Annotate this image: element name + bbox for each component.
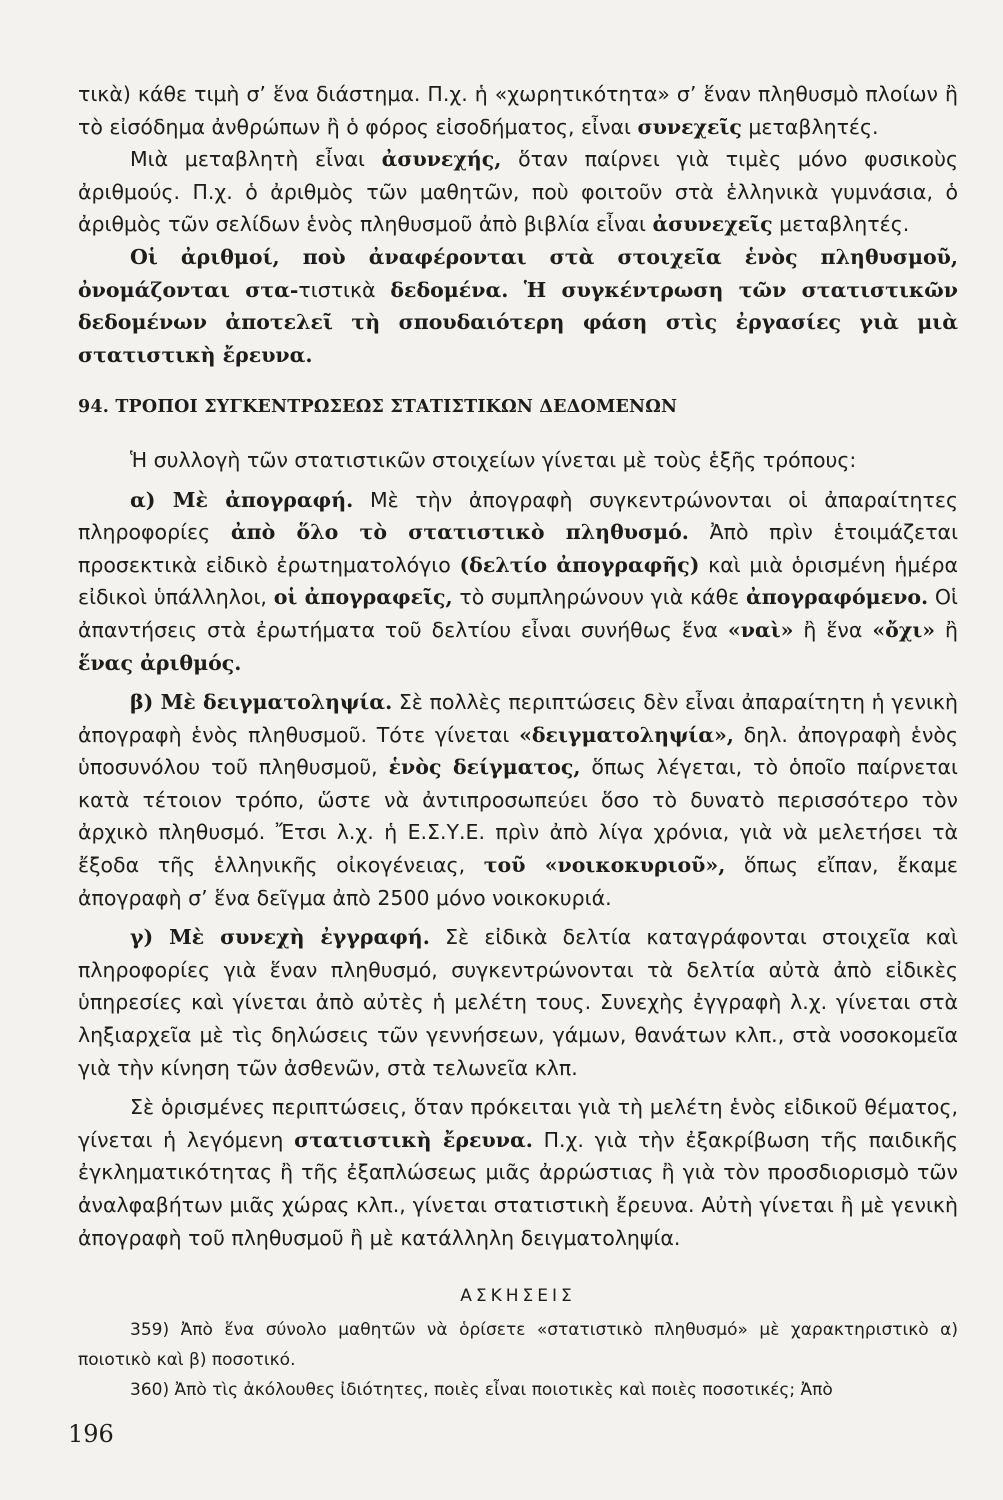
text-span: ἢ ἕνα xyxy=(793,617,873,642)
paragraph-census xyxy=(78,484,958,680)
text-span: Σὲ ὁρισμένες περιπτώσεις, ὅταν πρόκειται γιὰ τὴ μελέτη ἑνὸς εἰδικοῦ θέματος, γίνεται ἡ λεγόμενη xyxy=(78,1095,958,1152)
bold-term: στατιστικὴ ἔρευνα. xyxy=(294,1127,533,1152)
bold-term: ἕνας ἀριθμός. xyxy=(78,650,242,675)
text-span: ὅπως εἴπαν, ἔκαμε ἀπογραφὴ σ’ ἕνα δεῖγμα ἀπὸ 2500 μόνο νοικοκυριά. xyxy=(78,853,959,910)
text-span: τιστικὰ xyxy=(298,277,391,302)
text-span: τὸ συμπληρώνουν γιὰ κάθε xyxy=(452,585,747,610)
bold-term: «ὄχι» xyxy=(872,617,936,642)
text-span: Π.χ. γιὰ τὴν ἐξακρίβωση τῆς παιδικῆς ἐγκληματικότητας ἢ τῆς ἐξαπλώσεως μιᾶς ἀρρώστιας ἢ γιὰ τὸν προσδιορισμὸ τῶν ἀναλφαβήτων μιᾶς χώρας κλπ., γίνεται στατιστικὴ ἔρευνα. Αὐτὴ γίνεται ἢ μὲ γενικὴ ἀπογραφὴ τοῦ πληθυσμοῦ ἢ μὲ κατάλληλη δειγματοληψία. xyxy=(78,1127,958,1250)
text-span: Οἱ ἀπαντήσεις στὰ ἐρωτήματα τοῦ δελτίου εἶναι συνήθως ἕνα xyxy=(78,585,958,642)
paragraph-continuous-registration xyxy=(78,921,958,1084)
page-body xyxy=(78,78,958,1405)
text-span: τικὰ) κάθε τιμὴ σ’ ἕνα διάστημα. Π.χ. ἡ «χωρητικότητα» σ’ ἕναν πληθυσμὸ πλοίων ἢ τὸ εἰσόδημα ἀνθρώπων ἢ ὁ φόρος εἰσοδήματος, εἶναι xyxy=(78,82,958,139)
text-span: Σὲ πολλὲς περιπτώσεις δὲν εἶναι ἀπαραίτητη ἡ γενικὴ ἀπογραφὴ ἑνὸς πληθυσμοῦ. Τότε γίνεται xyxy=(78,690,958,747)
text-span: Μιὰ μεταβλητὴ εἶναι xyxy=(130,147,382,172)
page-number: 196 xyxy=(68,1420,114,1448)
bold-term: (δελτίο ἀπογραφῆς) xyxy=(459,552,700,577)
paragraph-discrete-variables xyxy=(78,143,958,241)
section-heading: 94. ΤΡΟΠΟΙ ΣΥΓΚΕΝΤΡΩΣΕΩΣ ΣΤΑΤΙΣΤΙΚΩΝ ΔΕΔΟΜΕΝΩΝ xyxy=(78,397,678,418)
exercise-360: 360) Ἀπὸ τὶς ἀκόλουθες ἰδιότητες, ποιὲς εἶναι ποιοτικὲς καὶ ποιὲς ποσοτικές; Ἀπὸ xyxy=(130,1379,833,1400)
bold-term: «ναὶ» xyxy=(727,617,794,642)
text-span: καὶ μιὰ ὁρισμένη ἡμέρα εἰδικοὶ ὑπάλληλοι, xyxy=(78,552,958,610)
bold-term: ἀπογραφόμενο. xyxy=(746,585,929,610)
bold-term: γ) Μὲ συνεχὴ ἐγγραφή. xyxy=(130,925,430,950)
bold-term: α) Μὲ ἀπογραφή. xyxy=(130,487,354,512)
text-span: ὅπως λέγεται, τὸ ὁποῖο παίρνεται κατὰ τέτοιον τρόπο, ὥστε νὰ ἀντιπροσωπεύει ὅσο τὸ δυνατὸ περισσότερο τὸν ἀρχικὸ πληθυσμό. Ἔτσι λ.χ. ἡ Ε.Σ.Υ.Ε. πρὶν ἀπὸ λίγα χρόνια, γιὰ νὰ μελετήσει τὰ ἔξοδα τῆς ἑλληνικῆς οἰκογένειας, xyxy=(78,755,958,878)
text-span: ἢ xyxy=(935,617,958,642)
text-span: Σὲ εἰδικὰ δελτία καταγράφονται στοιχεῖα καὶ πληροφορίες γιὰ ἕναν πληθυσμό, συγκεντρώνονται τὰ δελτία αὐτὰ ἀπὸ εἰδικὲς ὑπηρεσίες καὶ γίνεται ἀπὸ αὐτὲς ἡ μελέτη τους. Συνεχὴς ἐγγραφὴ λ.χ. γίνεται στὰ ληξιαρχεῖα μὲ τὶς δηλώσεις τῶν γεννήσεων, γάμων, θανάτων κλπ., στὰ νοσοκομεῖα γιὰ τὴν κίνηση τῶν ἀσθενῶν, στὰ τελωνεῖα κλπ. xyxy=(78,925,958,1080)
bold-term: ἀσυνεχής, xyxy=(381,147,502,172)
paragraph-intro: Ἡ συλλογὴ τῶν στατιστικῶν στοιχείων γίνεται μὲ τοὺς ἑξῆς τρόπους: xyxy=(130,447,857,472)
bold-term: β) Μὲ δειγματοληψία. xyxy=(130,690,393,715)
text-span: μεταβλητές. xyxy=(741,114,879,139)
text-span: μεταβλητές. xyxy=(772,212,910,237)
bold-term: δεδομένα. Ἡ συγκέντρωση τῶν στατιστικῶν δεδομένων ἀποτελεῖ τὴ σπουδαιότερη φάση στὶς ἐργασίες γιὰ μιὰ στατιστικὴ ἔρευνα. xyxy=(78,277,958,367)
paragraph-statistical-research xyxy=(78,1091,958,1254)
paragraph-sampling xyxy=(78,686,958,914)
text-span: Μὲ τὴν ἀπογραφὴ συγκεντρώνονται οἱ ἀπαραίτητες πληροφορίες xyxy=(78,487,958,545)
bold-term: «δειγματοληψία», xyxy=(519,722,734,747)
paragraph-continuous-variables xyxy=(78,78,958,143)
bold-term: ἀσυνεχεῖς xyxy=(652,212,773,237)
bold-term: ἀπὸ ὅλο τὸ στατιστικὸ πληθυσμό. xyxy=(230,520,689,545)
text-span: ὅταν παίρνει γιὰ τιμὲς μόνο φυσικοὺς ἀριθμούς. Π.χ. ὁ ἀριθμὸς τῶν μαθητῶν, ποὺ φοιτοῦν στὰ ἑλληνικὰ γυμνάσια, ὁ ἀριθμὸς τῶν σελίδων ἑνὸς πληθυσμοῦ ἀπὸ βιβλία εἶναι xyxy=(78,147,958,237)
bold-term: Οἱ ἀριθμοί, ποὺ ἀναφέρονται στὰ στοιχεῖα ἑνὸς πληθυσμοῦ, ὀνομάζονται στα- xyxy=(78,244,958,302)
bold-term: τοῦ «νοικοκυριοῦ», xyxy=(483,853,726,878)
paragraph-statistical-data xyxy=(78,241,958,371)
bold-term: ἑνὸς δείγματος, xyxy=(388,755,581,780)
text-span: δηλ. ἀπογραφὴ ἑνὸς ὑποσυνόλου τοῦ πληθυσμοῦ, xyxy=(78,722,958,780)
text-span: Ἀπὸ πρὶν ἑτοιμάζεται προσεκτικὰ εἰδικὸ ἐρωτηματολόγιο xyxy=(78,520,959,577)
bold-term: συνεχεῖς xyxy=(637,114,742,139)
exercises-title: ΑΣΚΗΣΕΙΣ xyxy=(460,1286,576,1307)
exercise-359: 359) Ἀπὸ ἕνα σύνολο μαθητῶν νὰ ὁρίσετε «στατιστικὸ πληθυσμό» μὲ χαρακτηριστικὸ α) ποιοτικὸ καὶ β) ποσοτικό. xyxy=(78,1319,958,1370)
bold-term: οἱ ἀπογραφεῖς, xyxy=(273,585,453,610)
